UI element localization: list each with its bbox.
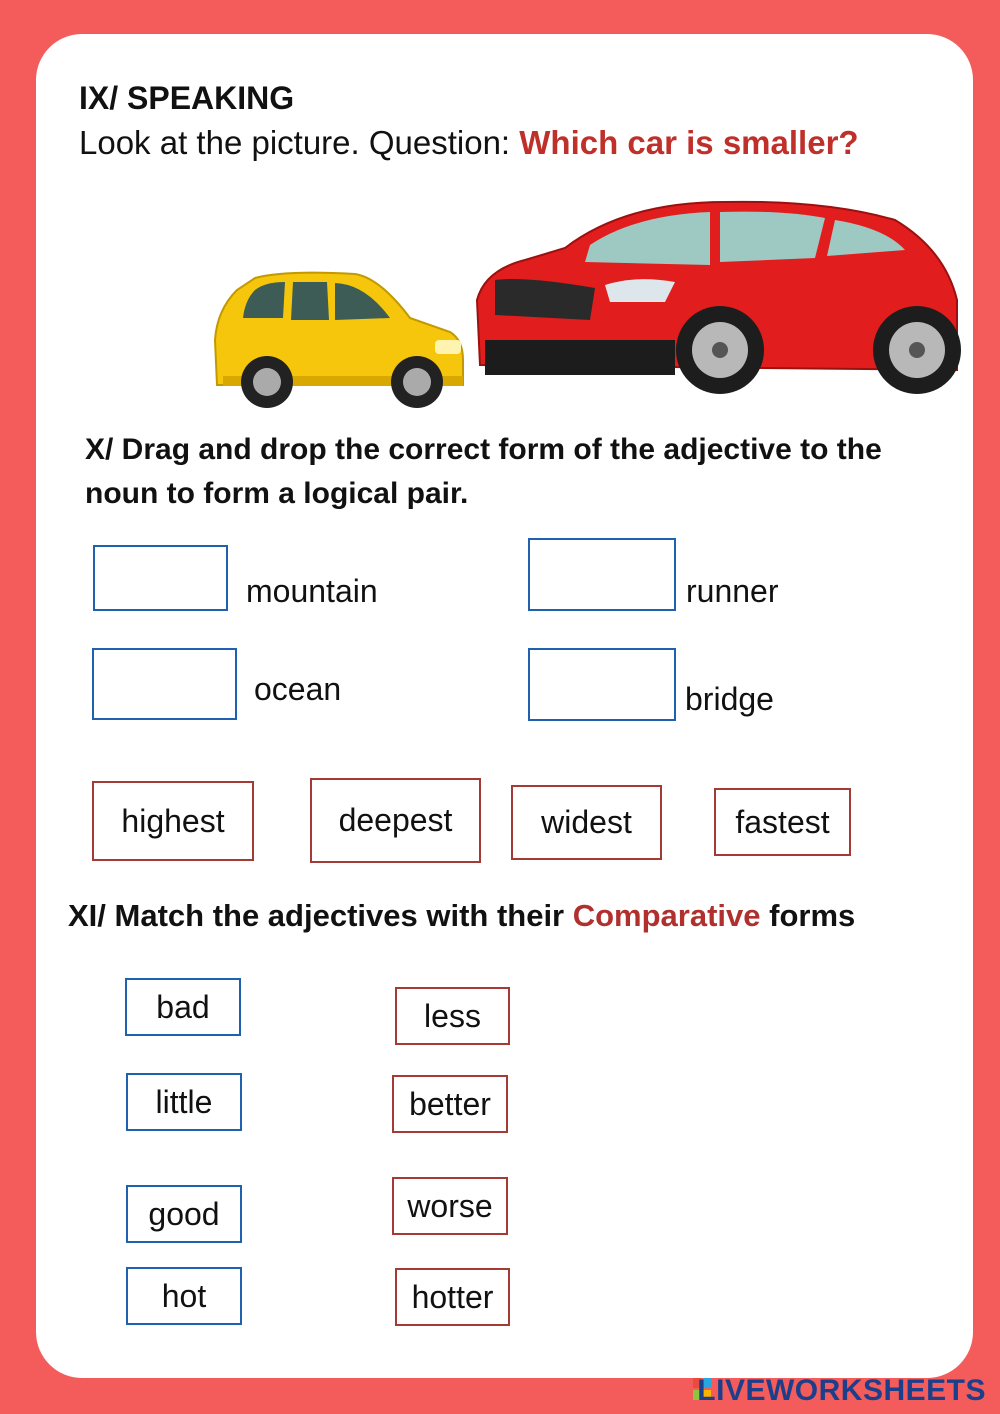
noun-mountain: mountain <box>246 573 378 609</box>
section-9-title: IX/ SPEAKING <box>79 80 295 116</box>
draggable-word-deepest[interactable]: deepest <box>310 778 481 863</box>
draggable-word-widest[interactable]: widest <box>511 785 662 860</box>
yellow-car-image <box>215 273 463 408</box>
section-9-question-line <box>79 124 859 162</box>
match-item-less[interactable]: less <box>395 987 510 1045</box>
match-item-better[interactable]: better <box>392 1075 508 1133</box>
draggable-word-fastest[interactable]: fastest <box>714 788 851 856</box>
section-10-title: X/ Drag and drop the correct form of the adjective to the noun to form a logical pair. <box>85 433 882 510</box>
cars-illustration <box>205 190 975 415</box>
match-item-worse[interactable]: worse <box>392 1177 508 1235</box>
noun-ocean: ocean <box>254 671 342 707</box>
draggable-word-highest[interactable]: highest <box>92 781 254 861</box>
drop-box-bridge[interactable] <box>528 648 676 721</box>
match-item-little[interactable]: little <box>126 1073 242 1131</box>
drop-box-ocean[interactable] <box>92 648 237 720</box>
question-prompt: Look at the picture. Question: <box>79 124 520 161</box>
match-item-hotter[interactable]: hotter <box>395 1268 510 1326</box>
red-car-image <box>477 202 961 394</box>
noun-bridge: bridge <box>685 681 774 717</box>
match-item-bad[interactable]: bad <box>125 978 241 1036</box>
section-11-title-end: forms <box>760 898 856 933</box>
match-item-hot[interactable]: hot <box>126 1267 242 1325</box>
liveworksheets-brand: LIVEWORKSHEETS <box>697 1374 986 1407</box>
drop-box-mountain[interactable] <box>93 545 228 611</box>
question-text: Which car is smaller? <box>519 124 859 161</box>
drop-box-runner[interactable] <box>528 538 676 611</box>
section-11-title-start: XI/ Match the adjectives with their <box>68 898 573 933</box>
match-item-good[interactable]: good <box>126 1185 242 1243</box>
noun-runner: runner <box>686 573 779 609</box>
section-11-title-highlight: Comparative <box>572 898 761 933</box>
section-11-title <box>68 898 855 934</box>
